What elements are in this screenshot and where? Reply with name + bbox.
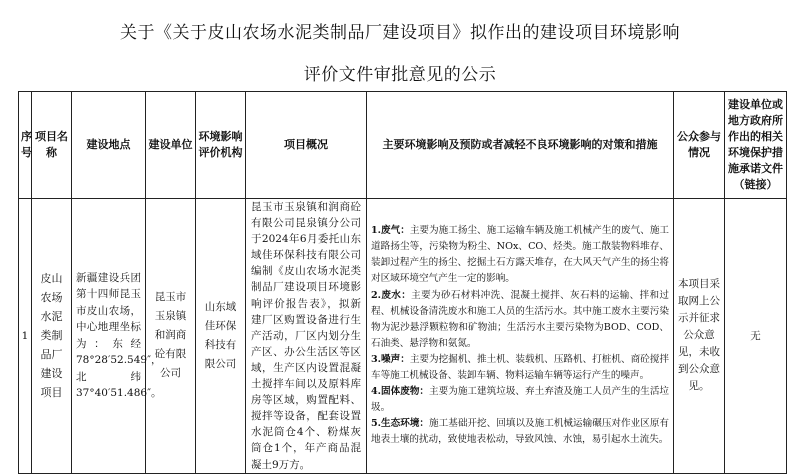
header-row	[19, 92, 787, 199]
approval-table	[18, 91, 787, 474]
header-public-participation: 公众参与情况	[674, 92, 725, 199]
header-project-name: 项目名称	[32, 92, 72, 199]
header-overview: 项目概况	[246, 92, 367, 199]
measure-item: 5.生态环境：施工基础开挖、回填以及施工机械运输碾压对作业区原有地表土壤的扰动，致使地表松动，导致风蚀、水蚀，易引起水土流失。	[371, 418, 670, 446]
measure-item: 1.废气：主要为施工扬尘、施工运输车辆及施工机械产生的废气、施工道路扬尘等，污染物为粉尘、NOx、CO、烃类。施工散装物料堆存、装卸过程产生的扬尘、挖掘土石方露天堆存，在大风天气产生的扬尘将对区域环境空气产生一定的影响。	[371, 225, 670, 285]
header-commitment: 建设单位或地方政府所作出的相关环境保护措施承诺文件（链接）	[725, 92, 787, 199]
header-construction-unit: 建设单位	[146, 92, 196, 199]
header-measures: 主要环境影响及预防或者减轻不良环境影响的对策和措施	[367, 92, 674, 199]
cell-eia-agency: 山东域佳环保科技有限公司	[196, 199, 246, 474]
notice-title-line1: 关于《关于皮山农场水泥类制品厂建设项目》拟作出的建设项目环境影响	[120, 23, 680, 43]
measure-item: 2.废水：主要为砂石材料冲洗、混凝土搅拌、灰石料的运输、拌和过程、机械设备清洗废水和施工人员的生活污水。其中施工废水主要污染物为泥沙悬浮颗粒物和矿物油；生活污水主要污染物为BOD、COD、石油类、悬浮物和氨氮。	[371, 289, 670, 349]
header-eia-agency: 环境影响评价机构	[196, 92, 246, 199]
cell-location: 新疆建设兵团第十四师昆玉市皮山农场，中心地理坐标为：东经78°28′52.549″，北纬37°40′51.486″。	[72, 199, 146, 474]
header-seq: 序号	[19, 92, 32, 199]
cell-project-name: 皮山农场水泥类制品厂建设项目	[32, 199, 72, 474]
header-location: 建设地点	[72, 92, 146, 199]
cell-construction-unit: 昆玉市玉泉镇和润商砼有限公司	[146, 199, 196, 474]
cell-commitment: 无	[725, 199, 787, 474]
notice-title-line2: 评价文件审批意见的公示	[303, 65, 497, 85]
table-row	[19, 199, 787, 474]
cell-measures	[367, 199, 674, 474]
measure-item: 4.固体废物：主要为施工建筑垃圾、弃土弃渣及施工人员产生的生活垃圾。	[371, 386, 670, 414]
cell-overview: 昆玉市玉泉镇和润商砼有限公司昆泉镇分公司于2024年6月委托山东域佳环保科技有限公司编制《皮山农场水泥类制品厂建设项目环境影响评价报告表》，拟新建厂区购置设备进行生产活动，厂区内划分生产区、办公生活区等区域，生产区内设置混凝土搅拌车间以及原料库房等区域，购置配料、搅拌等设备，配套设置水泥筒仓4个、粉煤灰筒仓1个，年产商品混凝土9万方。	[246, 199, 367, 474]
cell-public-participation: 本项目采取网上公示并征求公众意见，未收到公众意见。	[674, 199, 725, 474]
measure-item: 3.噪声：主要为挖掘机、推土机、装载机、压路机、打桩机、商砼搅拌车等施工机械设备、装卸车辆、物料运输车辆等运行产生的噪声。	[371, 353, 670, 381]
cell-seq: 1	[19, 199, 32, 474]
